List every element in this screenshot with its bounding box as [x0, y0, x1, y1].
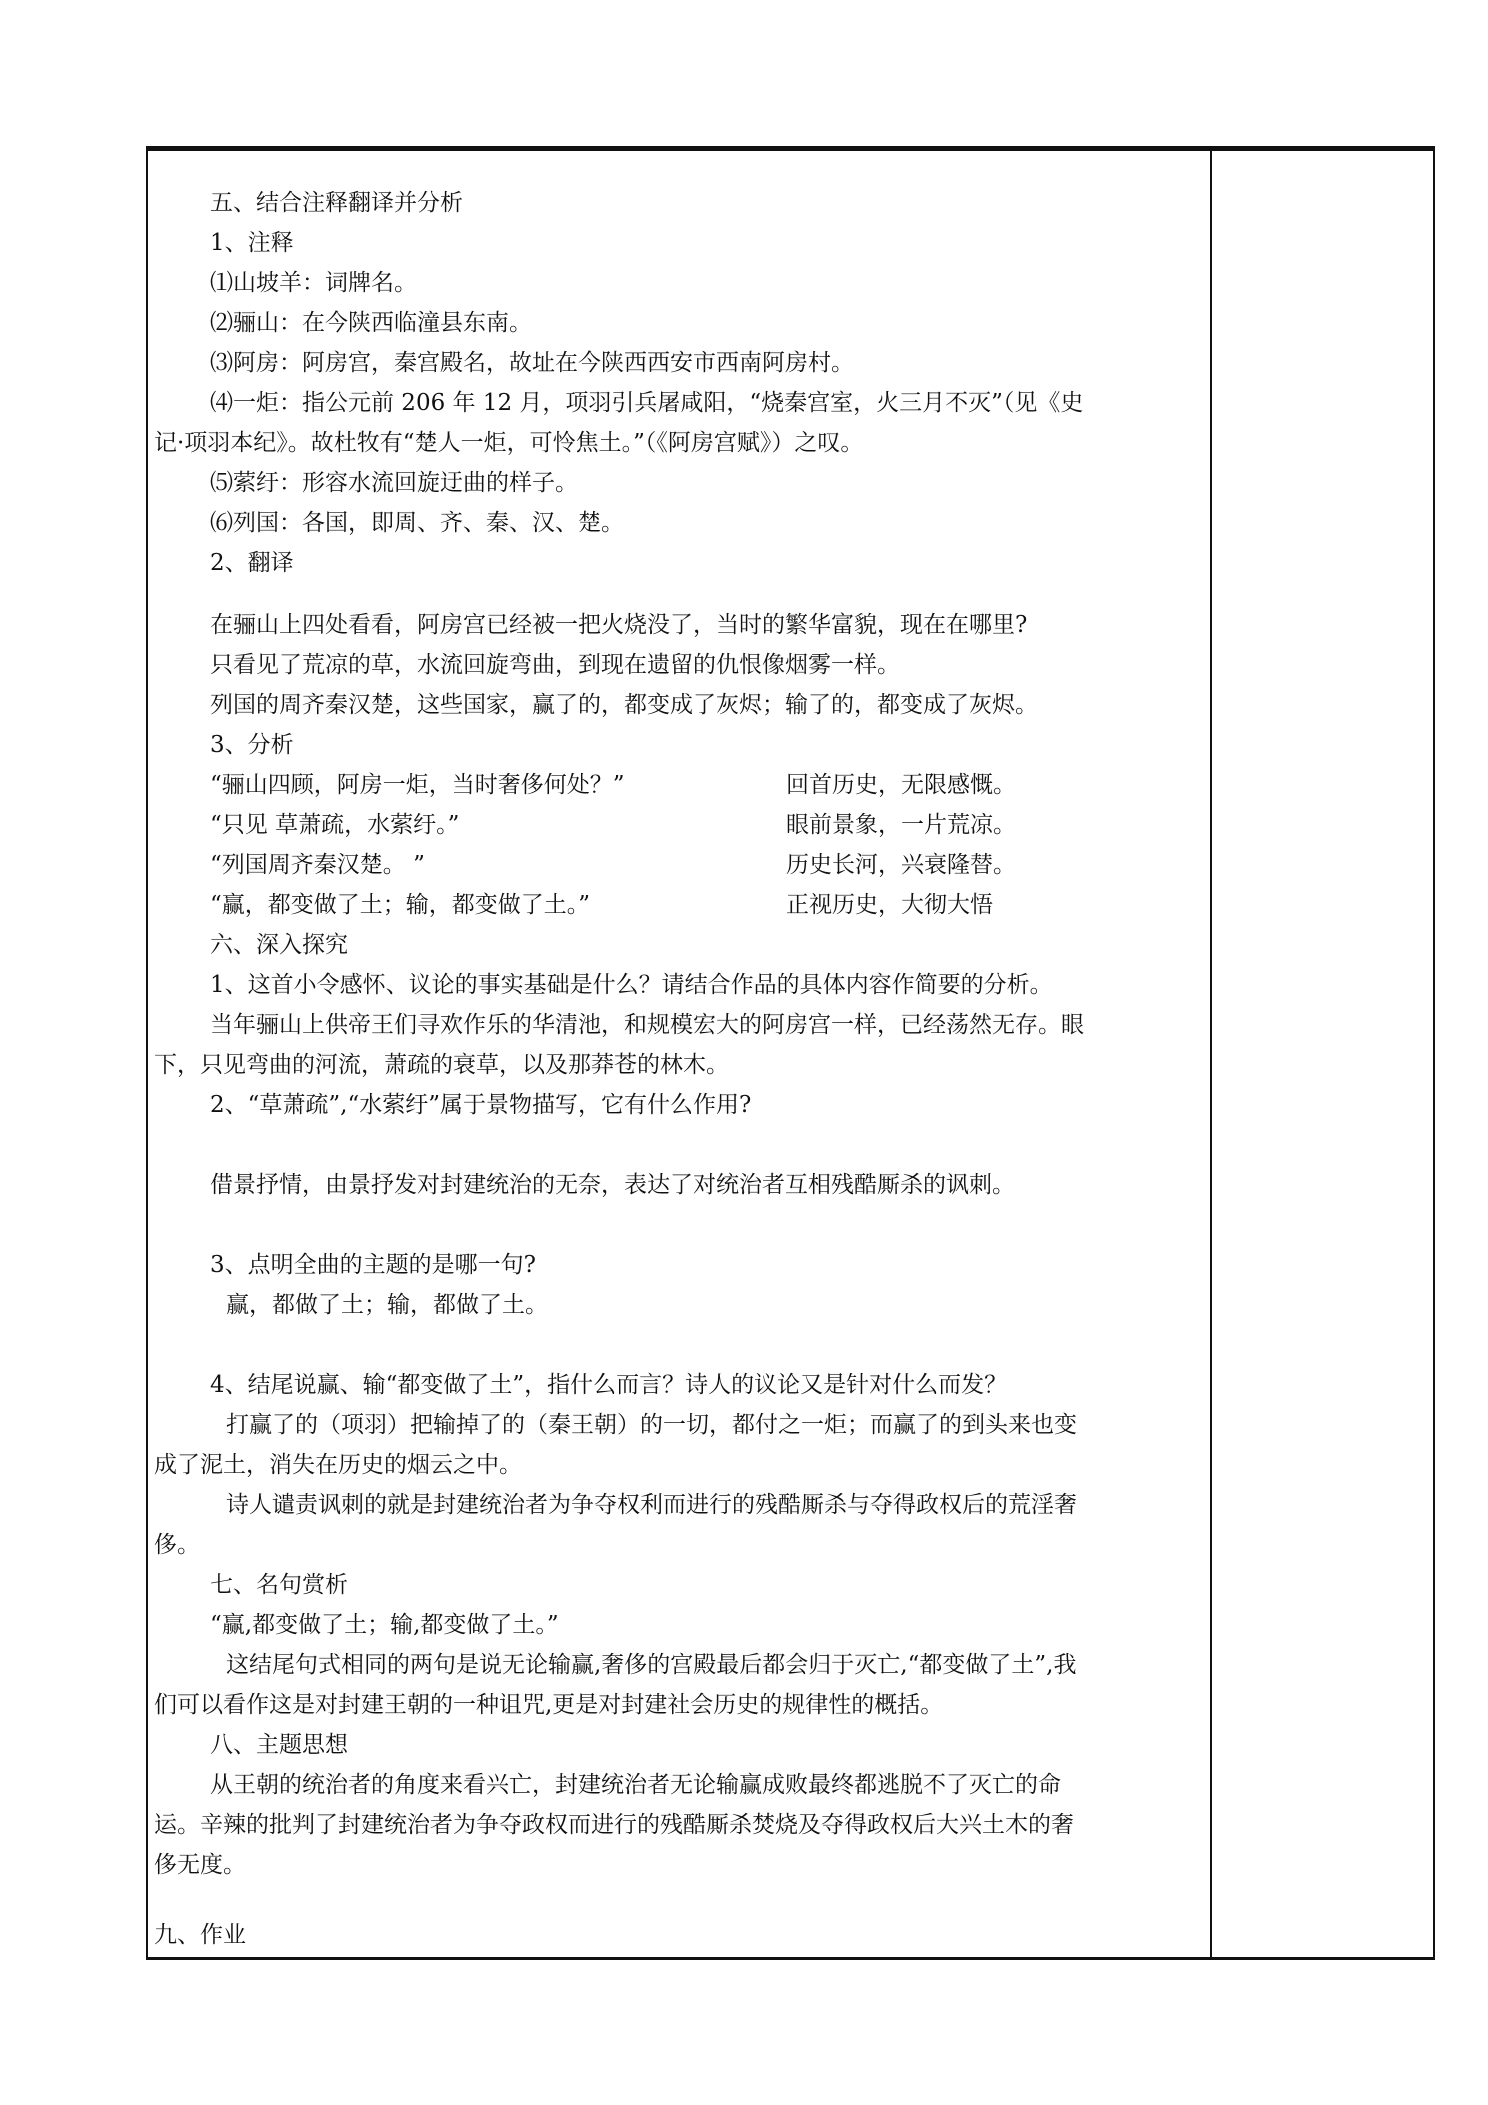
analysis-comment: 正视历史，大彻大悟 — [786, 892, 993, 918]
note-line: ⑴山坡羊：词牌名。 — [210, 270, 417, 296]
answer-4-line: 侈。 — [154, 1532, 200, 1558]
theme-line: 运。辛辣的批判了封建统治者为争夺政权而进行的残酷厮杀焚烧及夺得政权后大兴土木的奢 — [154, 1812, 1074, 1838]
famous-line-analysis: 这结尾句式相同的两句是说无论输赢,奢侈的宫殿最后都会归于灭亡,“都变做了土”,我 — [226, 1652, 1077, 1678]
answer-1-line: 下，只见弯曲的河流，萧疏的衰草，以及那莽苍的林木。 — [154, 1052, 729, 1078]
translation-title: 2、翻译 — [210, 550, 294, 576]
section-eight-title: 八、主题思想 — [210, 1732, 348, 1758]
theme-line: 从王朝的统治者的角度来看兴亡，封建统治者无论输赢成败最终都逃脱不了灭亡的命 — [210, 1772, 1061, 1798]
question-1: 1、这首小令感怀、议论的事实基础是什么？请结合作品的具体内容作简要的分析。 — [210, 972, 1053, 998]
note-line: 记·项羽本纪》。故杜牧有“楚人一炬，可怜焦土。”（《阿房宫赋》）之叹。 — [154, 430, 864, 456]
answer-3: 赢，都做了土；输，都做了土。 — [226, 1292, 548, 1318]
question-3: 3、点明全曲的主题的是哪一句? — [210, 1252, 536, 1278]
answer-4-line: 成了泥土，消失在历史的烟云之中。 — [154, 1452, 522, 1478]
note-line: ⑸萦纡：形容水流回旋迂曲的样子。 — [210, 470, 578, 496]
note-line: ⑷一炬：指公元前 206 年 12 月，项羽引兵屠咸阳，“烧秦宫室，火三月不灭”（见《史 — [210, 390, 1084, 416]
analysis-quote: “赢，都变做了土；输，都变做了土。” — [210, 892, 591, 918]
analysis-comment: 眼前景象，一片荒凉。 — [786, 812, 1016, 838]
famous-line-quote: “赢,都变做了土；输,都变做了土。” — [210, 1612, 559, 1638]
analysis-quote: “骊山四顾，阿房一炬，当时奢侈何处？” — [210, 772, 625, 798]
section-five-title: 五、结合注释翻译并分析 — [210, 190, 463, 216]
section-seven-title: 七、名句赏析 — [210, 1572, 348, 1598]
note-line: ⑹列国：各国，即周、齐、秦、汉、楚。 — [210, 510, 624, 536]
note-line: ⑵骊山：在今陕西临潼县东南。 — [210, 310, 532, 336]
translation-line: 列国的周齐秦汉楚，这些国家，赢了的，都变成了灰烬；输了的，都变成了灰烬。 — [210, 692, 1038, 718]
question-4: 4、结尾说赢、输“都变做了土”，指什么而言？诗人的议论又是针对什么而发？ — [210, 1372, 1008, 1398]
translation-line: 在骊山上四处看看，阿房宫已经被一把火烧没了，当时的繁华富貌，现在在哪里? — [210, 612, 1028, 638]
famous-line-analysis: 们可以看作这是对封建王朝的一种诅咒,更是对封建社会历史的规律性的概括。 — [154, 1692, 944, 1718]
analysis-comment: 历史长河，兴衰隆替。 — [786, 852, 1016, 878]
question-2: 2、“草萧疏”,“水萦纡”属于景物描写，它有什么作用? — [210, 1092, 752, 1118]
analysis-comment: 回首历史，无限感慨。 — [786, 772, 1016, 798]
answer-4-line: 诗人谴责讽刺的就是封建统治者为争夺权利而进行的残酷厮杀与夺得政权后的荒淫奢 — [226, 1492, 1077, 1518]
section-nine-title: 九、作业 — [154, 1922, 246, 1948]
table-bottom-rule — [146, 1957, 1435, 1960]
analysis-title: 3、分析 — [210, 732, 294, 758]
note-line: ⑶阿房：阿房宫，秦宫殿名，故址在今陕西西安市西南阿房村。 — [210, 350, 854, 376]
translation-line: 只看见了荒凉的草，水流回旋弯曲，到现在遗留的仇恨像烟雾一样。 — [210, 652, 900, 678]
section-six-title: 六、深入探究 — [210, 932, 348, 958]
analysis-quote: “只见 草萧疏，水萦纡。” — [210, 812, 460, 838]
answer-2: 借景抒情，由景抒发对封建统治的无奈，表达了对统治者互相残酷厮杀的讽刺。 — [210, 1172, 1015, 1198]
answer-4-line: 打赢了的（项羽）把输掉了的（秦王朝）的一切，都付之一炬；而赢了的到头来也变 — [226, 1412, 1077, 1438]
analysis-quote: “列国周齐秦汉楚。 ” — [210, 852, 425, 878]
notes-title: 1、注释 — [210, 230, 294, 256]
answer-1-line: 当年骊山上供帝王们寻欢作乐的华清池，和规模宏大的阿房宫一样，已经荡然无存。眼 — [210, 1012, 1084, 1038]
theme-line: 侈无度。 — [154, 1852, 246, 1878]
